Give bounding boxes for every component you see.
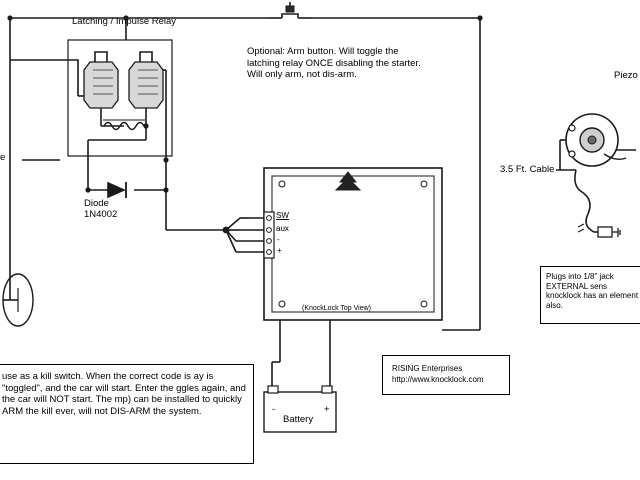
switch-contact	[282, 14, 298, 18]
piezo-transducer	[566, 114, 626, 166]
label-company: RISING Enterprises	[392, 364, 463, 373]
plug-body	[598, 227, 612, 237]
note-jack: Plugs into 1/8" jack EXTERNAL sens knocklock has an element also.	[546, 272, 639, 310]
label-diode: Diode	[84, 198, 109, 209]
terminal-label-plus: +	[277, 246, 282, 255]
relay-contact-a	[95, 52, 107, 62]
terminal-label-sw: SW	[276, 211, 289, 220]
relay-contact-b	[140, 52, 152, 62]
relay-coil-b	[129, 62, 163, 108]
terminal-label-minus: -	[277, 235, 280, 244]
label-left-edge: e	[0, 152, 6, 163]
terminal-label-aux: aux	[276, 224, 289, 233]
cable-marks	[578, 224, 584, 232]
note-optional-arm-button: Optional: Arm button. Will toggle the latching relay ONCE disabling the starter. Will only arm, not dis-arm.	[247, 46, 421, 80]
label-website: http://www.knocklock.com	[392, 375, 484, 384]
knocklock-module	[264, 168, 442, 320]
label-piezo: Piezo	[614, 70, 638, 81]
cable-curve	[575, 170, 594, 232]
label-diode-part: 1N4002	[84, 209, 118, 220]
label-cable-1: 3.5 Ft. Cable	[500, 164, 555, 175]
latching-relay	[68, 40, 172, 156]
arm-button-cap	[286, 6, 294, 12]
relay-coil-a	[84, 62, 118, 108]
label-latching-relay: Latching / Impulse Relay	[72, 16, 177, 27]
label-battery-plus: +	[324, 404, 330, 415]
wire-bend-4	[226, 230, 236, 252]
label-top-view: (KnockLock Top View)	[302, 305, 371, 312]
note-killswitch: use as a kill switch. When the correct code is ay is "toggled", and the car will start. Enter the ggles again, and the car will NOT start. The mp) can be installed to quickly ARM the kill ever, will not DIS-ARM the system.	[2, 371, 246, 417]
diode-symbol	[108, 183, 124, 197]
label-battery-minus: -	[272, 404, 276, 415]
label-battery: Battery	[283, 414, 314, 425]
